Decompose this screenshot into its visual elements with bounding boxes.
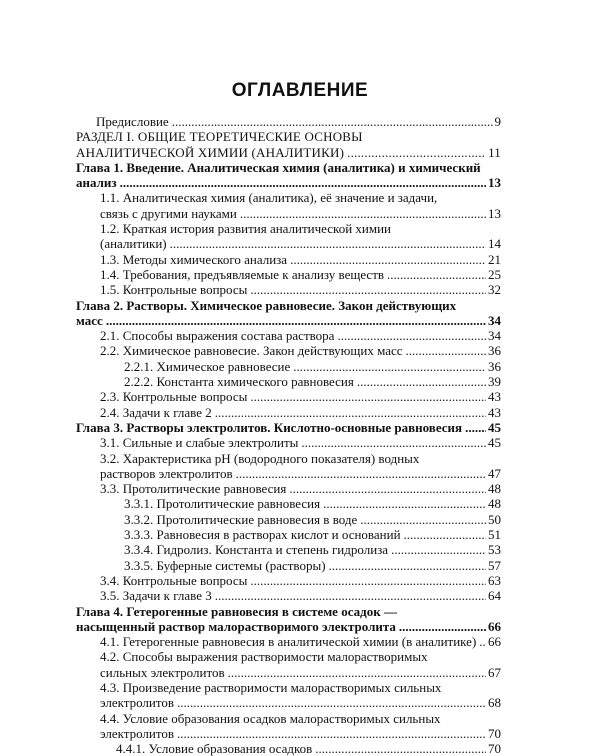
toc-entry-page: 70 <box>488 741 501 756</box>
toc-entry[interactable] <box>76 634 501 649</box>
toc-entry[interactable] <box>76 527 501 542</box>
toc-entry-page: 64 <box>488 588 501 604</box>
toc-entry[interactable] <box>76 343 501 358</box>
toc-entry-title: 1.4. Требования, предъявляемые к анализу веществ <box>100 266 385 282</box>
toc-entry-title: 2.2.1. Химическое равновесие <box>124 358 291 374</box>
toc-entry[interactable] <box>76 558 501 573</box>
toc-entry-title: Глава 1. Введение. Аналитическая химия (аналитика) и химический анализ <box>76 159 481 191</box>
toc-entry[interactable] <box>76 711 501 742</box>
toc-entry[interactable] <box>76 405 501 420</box>
toc-entry-title: 2.2.2. Константа химического равновесия <box>124 374 354 390</box>
toc-entry[interactable] <box>76 435 501 450</box>
toc-entry[interactable] <box>76 190 501 221</box>
toc-entry-page: 63 <box>488 572 501 588</box>
toc-entry-page: 51 <box>488 527 501 543</box>
toc-entry-page: 66 <box>488 618 501 634</box>
toc-entry-page: 66 <box>488 634 501 650</box>
toc-entry-page: 57 <box>488 557 501 573</box>
toc-entry-title: 3.4. Контрольные вопросы <box>100 572 248 588</box>
toc-entry-page: 50 <box>488 511 501 527</box>
toc-entry-title: 3.3. Протолитические равновесия <box>100 481 287 497</box>
toc-entry-page: 14 <box>488 236 501 252</box>
table-of-contents <box>76 114 501 756</box>
toc-entry-page: 13 <box>488 205 501 221</box>
toc-entry-title: Предисловие <box>96 114 169 129</box>
toc-entry[interactable] <box>76 481 501 496</box>
toc-entry-page: 47 <box>488 465 501 481</box>
toc-entry-page: 21 <box>488 251 501 267</box>
toc-entry-title: Глава 3. Растворы электролитов. Кислотно-основные равновесия <box>76 419 463 435</box>
toc-entry-title: 4.4.1. Условие образования осадков <box>116 741 313 756</box>
toc-entry[interactable] <box>76 282 501 297</box>
toc-entry[interactable] <box>76 496 501 511</box>
toc-entry-page: 39 <box>488 374 501 390</box>
toc-entry-title: 3.1. Сильные и слабые электролиты <box>100 435 299 451</box>
toc-entry[interactable] <box>76 374 501 389</box>
toc-entry-page: 34 <box>488 312 501 328</box>
toc-entry-title: 1.1. Аналитическая химия (аналитика), её значение и задачи, связь с другими науками <box>100 190 438 221</box>
toc-entry-title: 4.2. Способы выражения растворимости малорастворимых сильных электролитов <box>100 649 428 680</box>
toc-entry[interactable] <box>76 680 501 711</box>
toc-entry[interactable] <box>76 359 501 374</box>
toc-entry-title: 3.5. Задачи к главе 3 <box>100 588 212 604</box>
toc-entry[interactable] <box>76 741 501 756</box>
toc-entry-title: Глава 2. Растворы. Химическое равновесие. Закон действующих масс <box>76 297 457 328</box>
toc-entry-page: 68 <box>488 695 501 711</box>
toc-entry-page: 11 <box>488 144 501 160</box>
toc-entry[interactable] <box>76 649 501 680</box>
toc-entry-page: 45 <box>488 435 501 451</box>
toc-entry[interactable] <box>76 588 501 603</box>
toc-entry-page: 70 <box>488 725 501 741</box>
toc-entry-page: 36 <box>488 358 501 374</box>
toc-entry-page: 67 <box>488 664 501 680</box>
toc-entry-page: 34 <box>488 328 501 344</box>
toc-chapter-entry[interactable] <box>76 298 501 329</box>
toc-entry[interactable] <box>76 129 501 160</box>
toc-entry-page: 9 <box>494 114 501 129</box>
toc-entry-title: 1.3. Методы химического анализа <box>100 251 288 267</box>
toc-entry[interactable] <box>76 221 501 252</box>
toc-entry-page: 25 <box>488 266 501 282</box>
toc-entry[interactable] <box>76 451 501 482</box>
toc-entry[interactable] <box>76 267 501 282</box>
toc-entry[interactable] <box>76 114 501 129</box>
toc-entry-title: 4.1. Гетерогенные равновесия в аналитической химии (в аналитике) <box>100 634 477 650</box>
toc-entry-title: 2.3. Контрольные вопросы <box>100 389 248 405</box>
toc-entry-title: РАЗДЕЛ I. ОБЩИЕ ТЕОРЕТИЧЕСКИЕ ОСНОВЫ АНАЛИТИЧЕСКОЙ ХИМИИ (АНАЛИТИКИ) <box>76 129 363 160</box>
toc-entry[interactable] <box>76 328 501 343</box>
toc-entry-page: 45 <box>488 419 501 435</box>
toc-entry-title: 4.3. Произведение растворимости малорастворимых сильных электролитов <box>100 679 442 711</box>
toc-entry-title: 3.3.2. Протолитические равновесия в воде <box>124 511 358 527</box>
toc-entry-title: 1.2. Краткая история развития аналитической химии (аналитики) <box>100 221 392 252</box>
toc-entry-page: 48 <box>488 481 501 497</box>
toc-entry-title: 3.3.3. Равновесия в растворах кислот и оснований <box>124 527 401 543</box>
toc-entry-page: 43 <box>488 404 501 420</box>
toc-entry-title: 4.4. Условие образования осадков малорастворимых сильных электролитов <box>100 710 441 741</box>
toc-entry-title: 2.1. Способы выражения состава раствора <box>100 328 335 344</box>
toc-chapter-entry[interactable] <box>76 420 501 435</box>
page-title: ОГЛАВЛЕНИЕ <box>231 80 369 101</box>
toc-entry-title: 2.4. Задачи к главе 2 <box>100 404 212 420</box>
toc-entry-page: 53 <box>488 542 501 558</box>
toc-entry[interactable] <box>76 573 501 588</box>
toc-entry-title: 3.3.1. Протолитические равновесия <box>124 496 321 512</box>
toc-entry-title: Глава 4. Гетерогенные равновесия в системе осадок — насыщенный раствор малорастворимого электролита <box>76 603 397 634</box>
toc-entry-title: 1.5. Контрольные вопросы <box>100 282 248 298</box>
toc-entry-page: 48 <box>488 496 501 512</box>
toc-entry[interactable] <box>76 389 501 404</box>
toc-entry-page: 13 <box>488 175 501 191</box>
toc-entry-title: 3.2. Характеристика pH (водородного показателя) водных растворов электролитов <box>100 450 420 481</box>
toc-entry[interactable] <box>76 252 501 267</box>
toc-chapter-entry[interactable] <box>76 160 501 191</box>
toc-entry-title: 3.3.5. Буферные системы (растворы) <box>124 557 326 573</box>
toc-entry[interactable] <box>76 542 501 557</box>
toc-entry-page: 36 <box>488 343 501 359</box>
toc-entry-page: 43 <box>488 389 501 405</box>
toc-entry-title: 2.2. Химическое равновесие. Закон действующих масс <box>100 343 403 359</box>
toc-entry[interactable] <box>76 512 501 527</box>
toc-chapter-entry[interactable] <box>76 604 501 635</box>
toc-entry-title: 3.3.4. Гидролиз. Константа и степень гидролиза <box>124 542 389 558</box>
toc-entry-page: 32 <box>488 282 501 298</box>
